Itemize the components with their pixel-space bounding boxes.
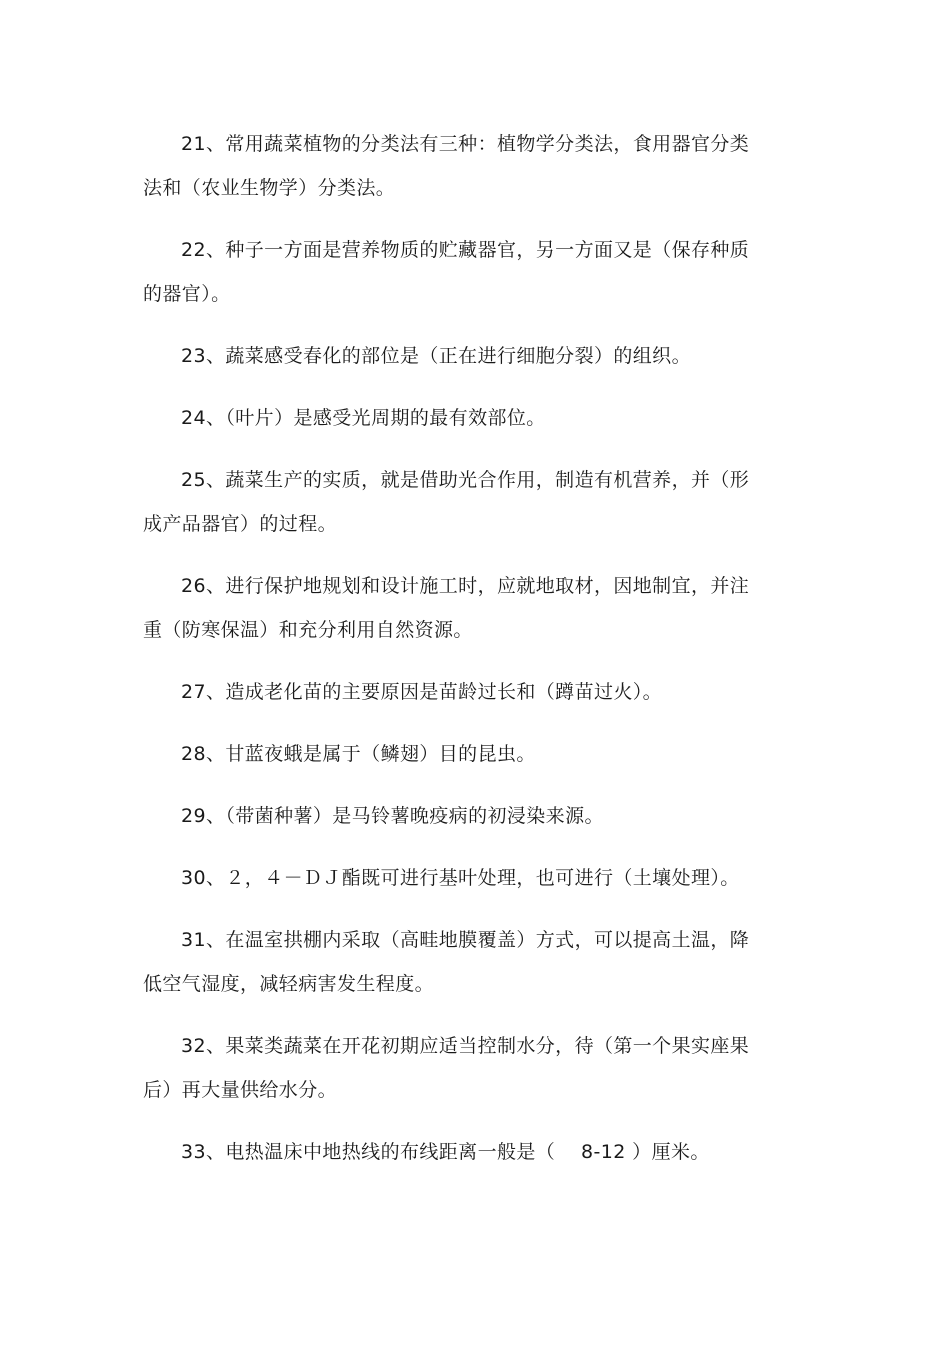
question-32: 32、果菜类蔬菜在开花初期应适当控制水分，待（第一个果实座果后）再大量供给水分。 [143, 1035, 750, 1101]
question-25: 25、蔬菜生产的实质，就是借助光合作用，制造有机营养，并（形成产品器官）的过程。 [143, 469, 750, 535]
document-body [143, 122, 765, 1192]
question-27: 27、造成老化苗的主要原因是苗龄过长和（蹲苗过火）。 [181, 681, 663, 703]
question-30: 30、２，４－ＤＪ酯既可进行基叶处理，也可进行（土壤处理）。 [181, 867, 740, 889]
question-28: 28、甘蓝夜蛾是属于（鳞翅）目的昆虫。 [181, 743, 536, 765]
question-23: 23、蔬菜感受春化的部位是（正在进行细胞分裂）的组织。 [181, 345, 691, 367]
question-26: 26、进行保护地规划和设计施工时，应就地取材，因地制宜，并注重（防寒保温）和充分利用自然资源。 [143, 575, 750, 641]
question-22: 22、种子一方面是营养物质的贮藏器官，另一方面又是（保存种质的器官）。 [143, 239, 750, 305]
question-33: 33、电热温床中地热线的布线距离一般是（ 8-12 ）厘米。 [181, 1141, 710, 1163]
question-21: 21、常用蔬菜植物的分类法有三种：植物学分类法，食用器官分类法和（农业生物学）分类法。 [143, 133, 750, 199]
question-29: 29、（带菌种薯）是马铃薯晚疫病的初浸染来源。 [181, 805, 604, 827]
question-31: 31、在温室拱棚内采取（高畦地膜覆盖）方式，可以提高土温，降低空气湿度，减轻病害发生程度。 [143, 929, 750, 995]
question-24: 24、（叶片）是感受光周期的最有效部位。 [181, 407, 546, 429]
